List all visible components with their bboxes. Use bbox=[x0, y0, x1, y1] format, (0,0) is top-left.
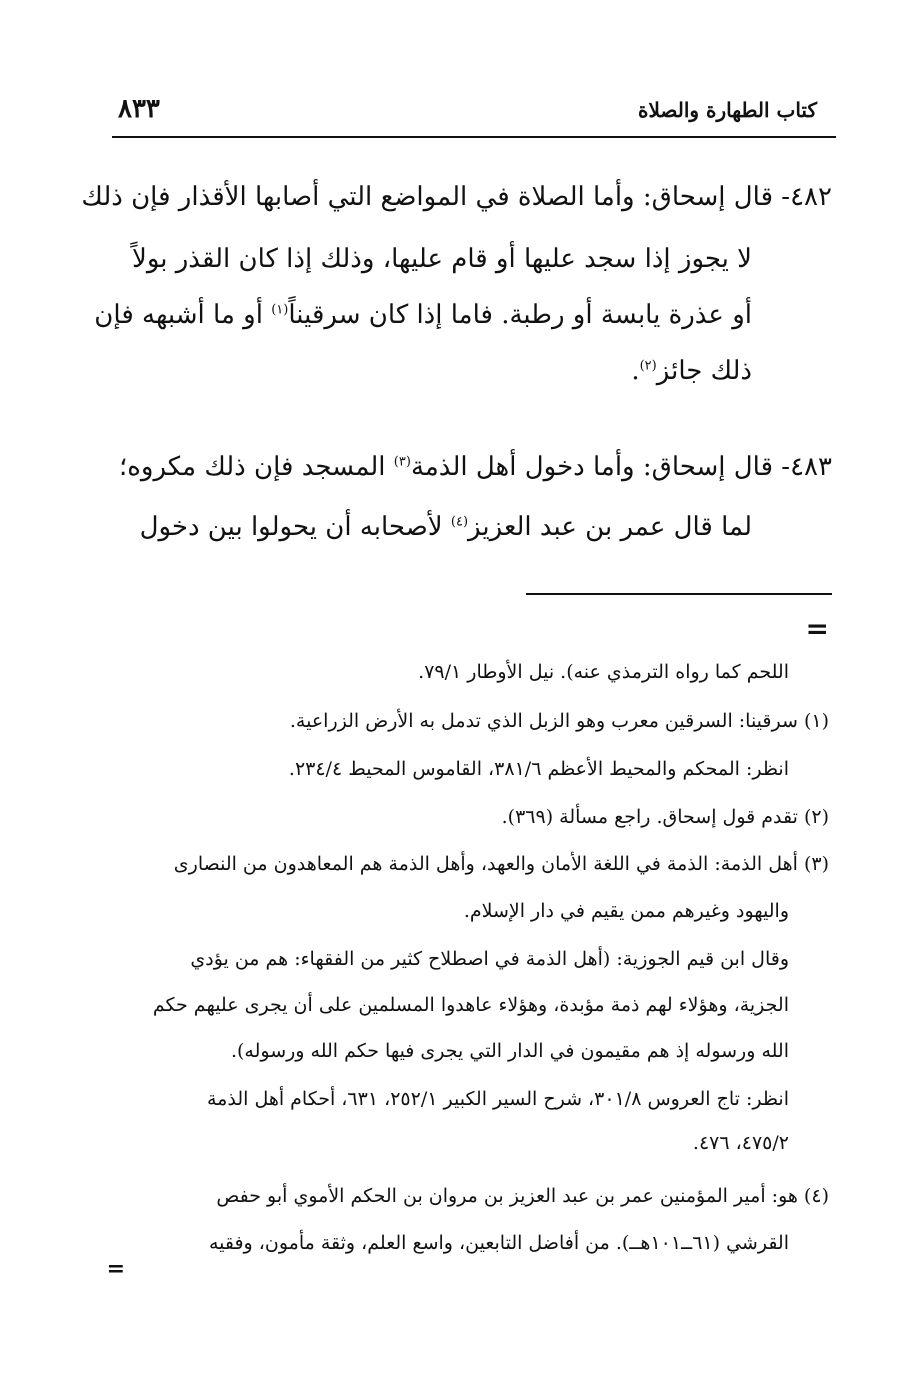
footnote-ref-3: (٣) bbox=[393, 454, 411, 470]
p483-line-1 bbox=[119, 452, 832, 482]
footnote-line-4: (٢) تقدم قول إسحاق. راجع مسألة (٣٦٩). bbox=[501, 806, 829, 828]
p482-line-4-text-b: . bbox=[631, 356, 640, 386]
p483-line-1-text-a: ٤٨٣- قال إسحاق: وأما دخول أهل الذمة bbox=[410, 452, 832, 482]
footnote-line-10: انظر: تاج العروس ٣٠١/٨، شرح السير الكبير ٢٥٢/١، ٦٣١، أحكام أهل الذمة bbox=[207, 1088, 789, 1110]
footnote-line-7: وقال ابن قيم الجوزية: (أهل الذمة في اصطلاح كثير من الفقهاء: هم من يؤدي bbox=[190, 948, 789, 970]
footnote-ref-1: (١) bbox=[271, 302, 289, 318]
footnote-ref-4: (٤) bbox=[450, 514, 469, 530]
running-header-title: كتاب الطهارة والصلاة bbox=[638, 98, 817, 122]
footnote-line-9: الله ورسوله إذ هم مقيمون في الدار التي يجرى فيها حكم الله ورسوله). bbox=[230, 1040, 789, 1062]
header-rule bbox=[112, 136, 836, 138]
footnote-line-2: (١) سرقينا: السرقين معرب وهو الزبل الذي تدمل به الأرض الزراعية. bbox=[289, 710, 829, 732]
p482-line-1: ٤٨٢- قال إسحاق: وأما الصلاة في المواضع التي أصابها الأقذار فإن ذلك bbox=[81, 182, 832, 212]
continuation-mark-top: = bbox=[805, 612, 829, 645]
footnote-line-1: اللحم كما رواه الترمذي عنه). نيل الأوطار ٧٩/١. bbox=[418, 661, 789, 683]
footnote-line-11: ٤٧٥/٢، ٤٧٦. bbox=[692, 1132, 789, 1154]
p482-line-2: لا يجوز إذا سجد عليها أو قام عليها، وذلك إذا كان القذر بولاً bbox=[131, 244, 752, 274]
p482-line-4 bbox=[631, 356, 752, 386]
footnote-line-13: القرشي (٦١ــ١٠١هــ). من أفاضل التابعين، واسع العلم، وثقة مأمون، وفقيه bbox=[208, 1232, 789, 1254]
p482-line-4-text-a: ذلك جائز bbox=[656, 356, 752, 386]
p483-line-2-text-a: لما قال عمر بن عبد العزيز bbox=[468, 512, 752, 542]
continuation-mark-bottom: = bbox=[106, 1256, 125, 1282]
p482-line-3 bbox=[94, 300, 752, 330]
p483-line-2 bbox=[140, 512, 752, 542]
p483-line-2-text-b: لأصحابه أن يحولوا بين دخول bbox=[139, 512, 451, 542]
footnote-separator bbox=[526, 593, 832, 595]
p482-line-3-text-a: أو عذرة يابسة أو رطبة. فاما إذا كان سرقيناً bbox=[288, 300, 752, 330]
footnote-ref-2: (٢) bbox=[639, 358, 657, 374]
p483-line-1-text-b: المسجد فإن ذلك مكروه؛ bbox=[119, 452, 394, 482]
page-number: ٨٣٣ bbox=[118, 94, 160, 124]
footnote-line-8: الجزية، وهؤلاء لهم ذمة مؤبدة، وهؤلاء عاهدوا المسلمين على أن يجرى عليهم حكم bbox=[152, 994, 789, 1016]
footnote-line-12: (٤) هو: أمير المؤمنين عمر بن عبد العزيز بن مروان بن الحكم الأموي أبو حفص bbox=[216, 1185, 829, 1207]
p482-line-3-text-b: أو ما أشبهه فإن bbox=[94, 300, 272, 330]
footnote-line-3: انظر: المحكم والمحيط الأعظم ٣٨١/٦، القاموس المحيط ٢٣٤/٤. bbox=[288, 758, 789, 780]
footnote-line-6: واليهود وغيرهم ممن يقيم في دار الإسلام. bbox=[463, 900, 789, 922]
footnote-line-5: (٣) أهل الذمة: الذمة في اللغة الأمان والعهد، وأهل الذمة هم المعاهدون من النصارى bbox=[173, 853, 829, 875]
